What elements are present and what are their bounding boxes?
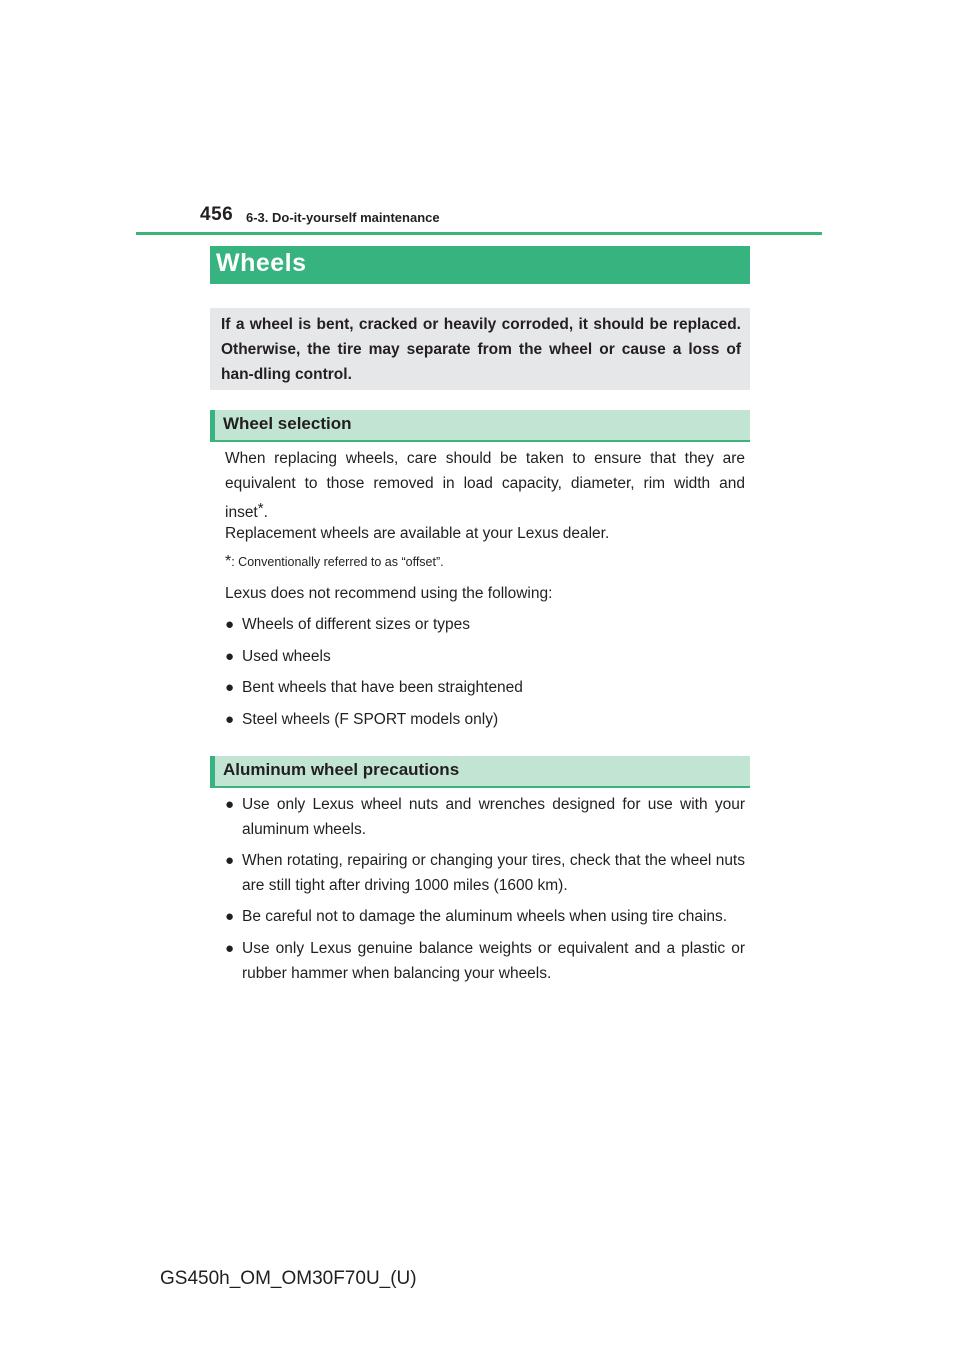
- wheel-selection-heading-text: Wheel selection: [223, 414, 352, 433]
- intro-box: [210, 308, 750, 390]
- list-item: [225, 936, 745, 986]
- header-rule: [136, 232, 822, 235]
- page-header: [136, 202, 822, 234]
- list-item: [225, 707, 745, 732]
- bullet-icon: ●: [225, 648, 235, 665]
- bullet-icon: ●: [225, 852, 235, 869]
- bullet-icon: ●: [225, 616, 235, 633]
- intro-text: If a wheel is bent, cracked or heavily corroded, it should be replaced. Otherwise, the tire may separate from the wheel or cause a loss of han-dling control.: [221, 316, 741, 383]
- para1-text: When replacing wheels, care should be taken to ensure that they are equivalent to those removed in load capacity, diameter, rim width and inset: [225, 450, 745, 521]
- list-item-text: Be careful not to damage the aluminum wheels when using tire chains.: [242, 908, 728, 925]
- list-item: [225, 848, 745, 898]
- aluminum-heading: [210, 756, 750, 788]
- para1-end: .: [263, 504, 268, 521]
- bullet-icon: ●: [225, 940, 235, 957]
- not-recommended-lead: Lexus does not recommend using the following:: [225, 585, 553, 602]
- footnote: [225, 553, 444, 571]
- list-item-text: Use only Lexus wheel nuts and wrenches designed for use with your aluminum wheels.: [242, 796, 745, 838]
- list-item: [225, 904, 745, 929]
- list-item: [225, 612, 745, 637]
- list-item-text: Used wheels: [242, 648, 331, 665]
- footnote-text: : Conventionally referred to as “offset”.: [231, 555, 444, 569]
- list-item-text: Steel wheels (F SPORT models only): [242, 711, 499, 728]
- list-item-text: Bent wheels that have been straightened: [242, 679, 523, 696]
- bullet-icon: ●: [225, 679, 235, 696]
- bullet-icon: ●: [225, 908, 235, 925]
- list-item-text: When rotating, repairing or changing your tires, check that the wheel nuts are still tight after driving 1000 miles (1600 km).: [242, 852, 745, 894]
- wheel-selection-para1: [225, 446, 745, 525]
- footnote-mark: *: [225, 553, 232, 570]
- section-title: 6-3. Do-it-yourself maintenance: [246, 210, 440, 225]
- wheel-selection-heading: [210, 410, 750, 442]
- list-item: [225, 675, 745, 700]
- page-title: Wheels: [216, 249, 307, 277]
- list-item: [225, 644, 745, 669]
- page-footer: GS450h_OM_OM30F70U_(U): [160, 1268, 417, 1289]
- title-bar: [210, 246, 750, 284]
- page-number: 456: [200, 204, 234, 225]
- list-item: [225, 792, 745, 842]
- wheel-selection-para2: Replacement wheels are available at your Lexus dealer.: [225, 525, 610, 542]
- list-item-text: Use only Lexus genuine balance weights or equivalent and a plastic or rubber hammer when balancing your wheels.: [242, 940, 745, 982]
- list-item-text: Wheels of different sizes or types: [242, 616, 471, 633]
- bullet-icon: ●: [225, 711, 235, 728]
- para1-mark: *: [257, 500, 264, 517]
- bullet-icon: ●: [225, 796, 235, 813]
- aluminum-heading-text: Aluminum wheel precautions: [223, 760, 460, 779]
